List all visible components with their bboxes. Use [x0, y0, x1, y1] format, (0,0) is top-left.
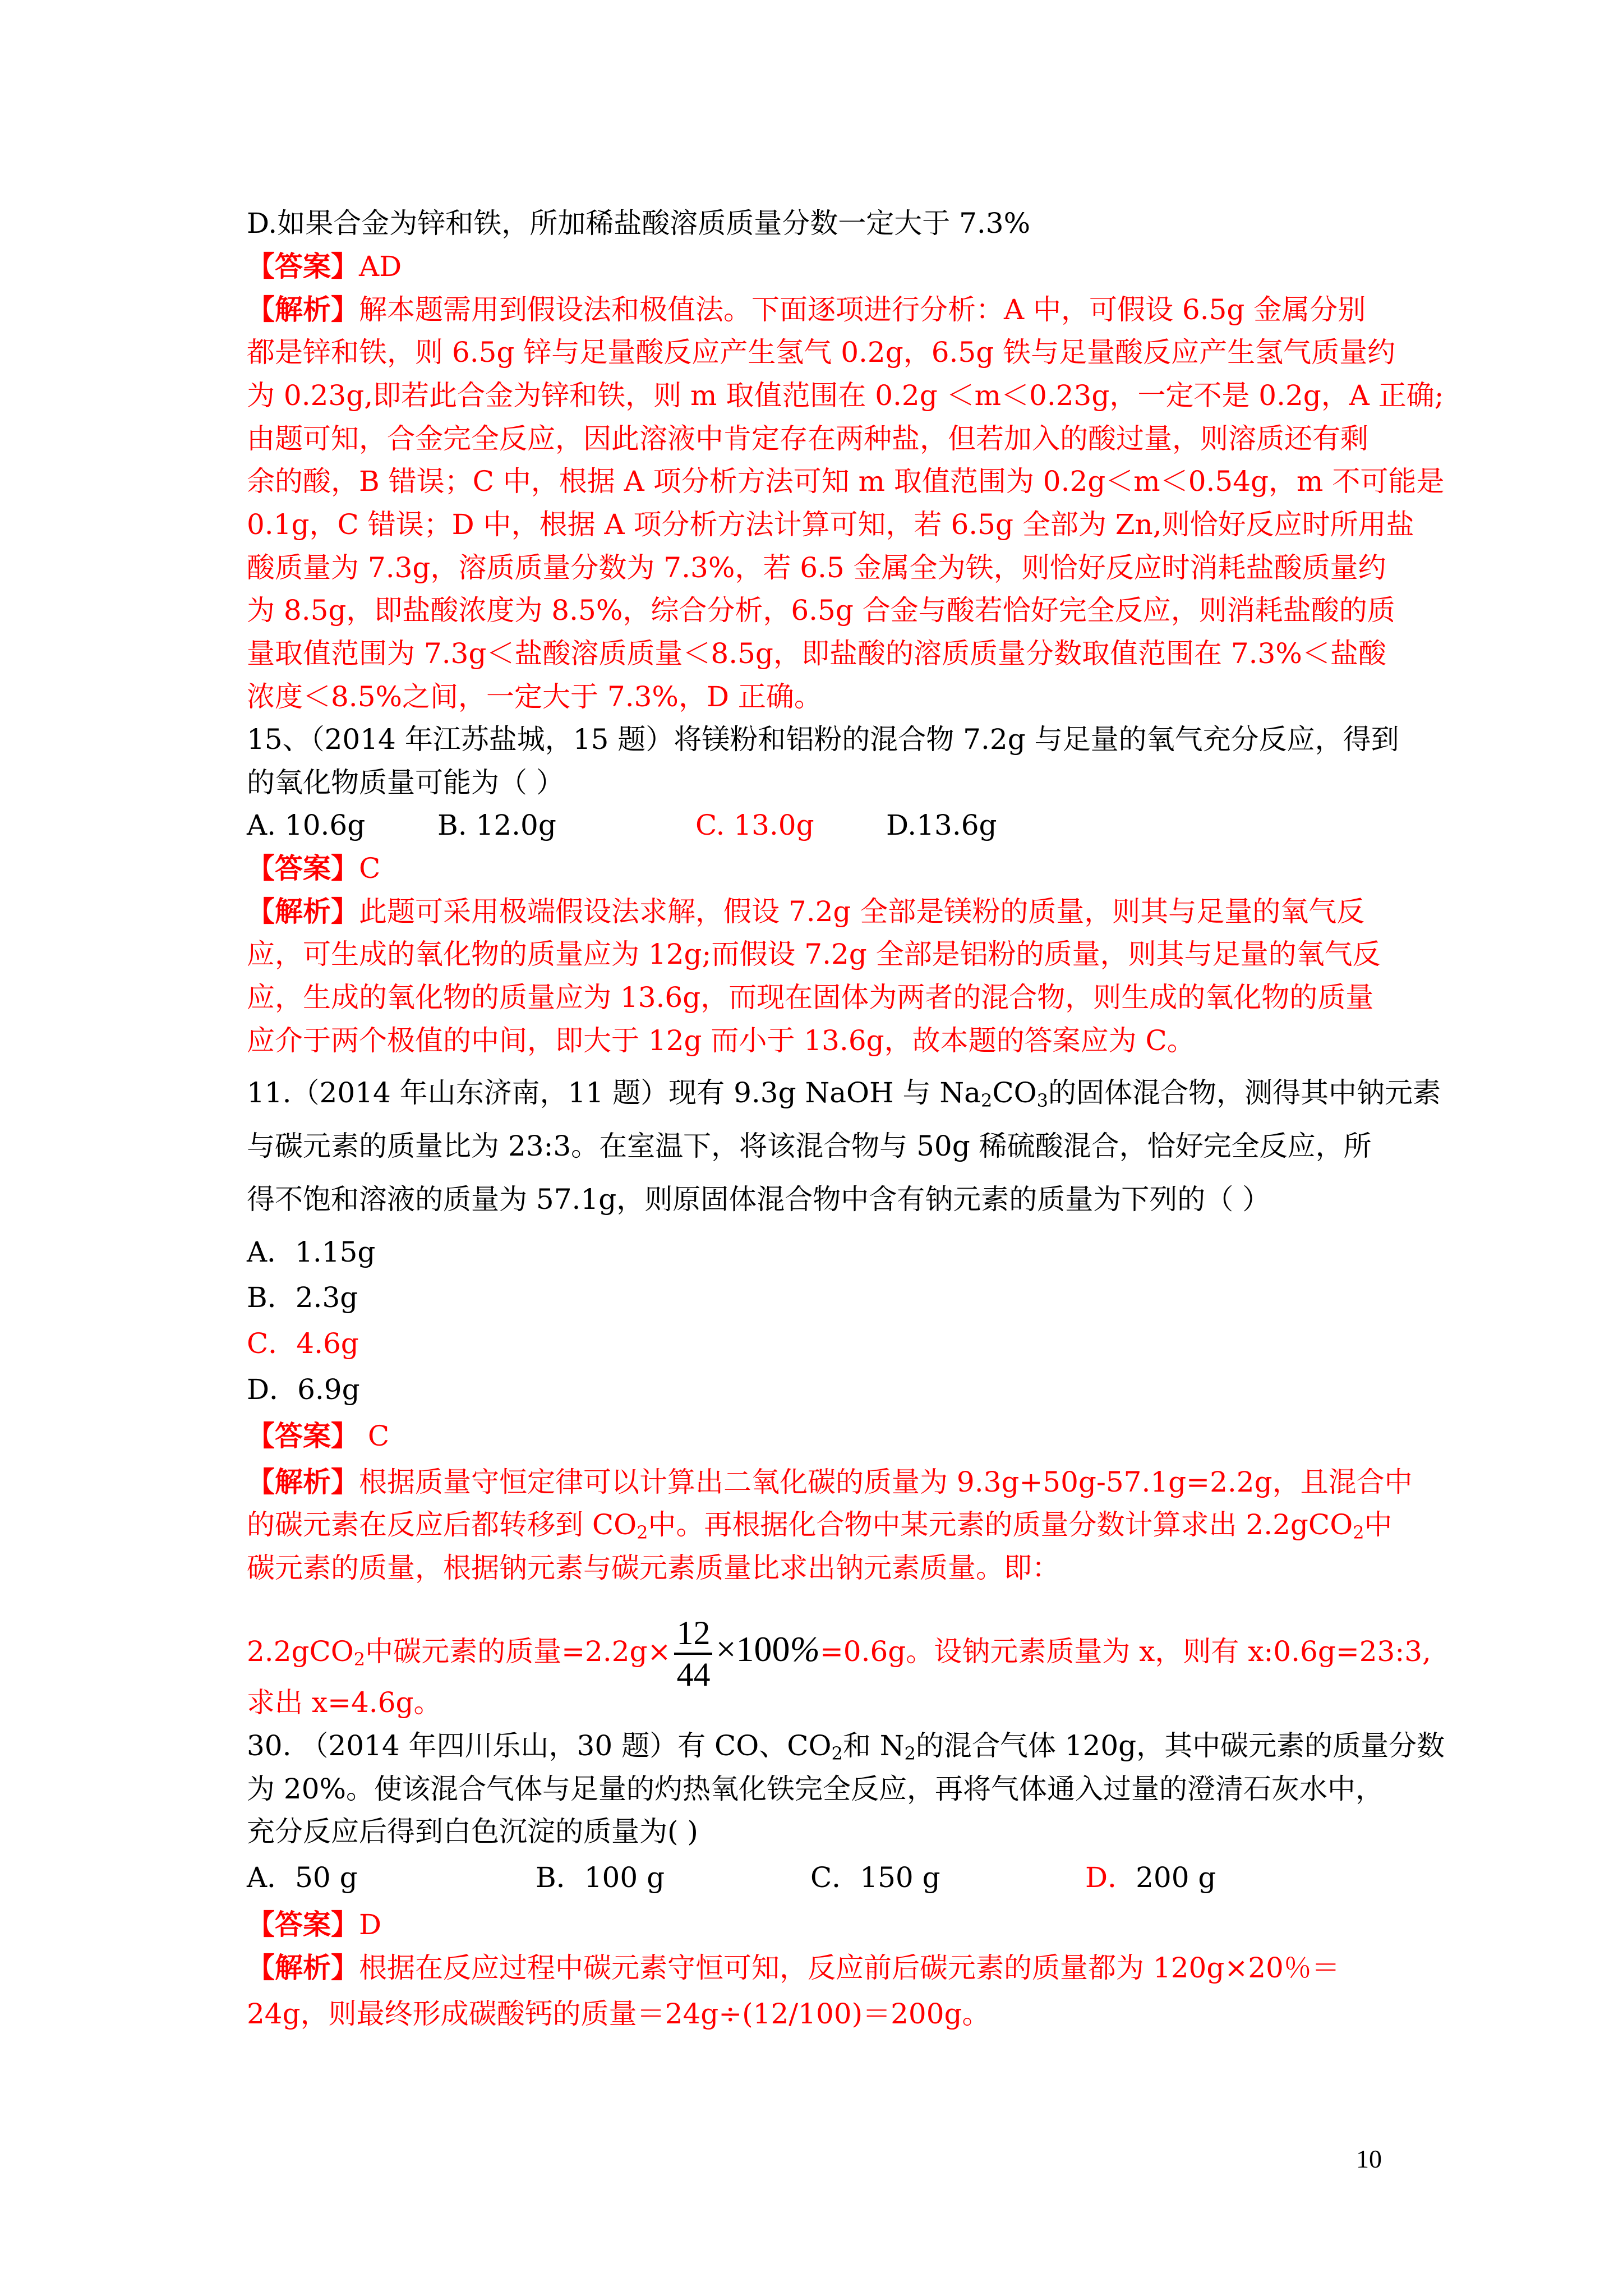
formula-text: 2.2gCO [247, 1635, 354, 1668]
formula-text: =0.6g。设钠元素质量为 x，则有 x:0.6g=23:3, [819, 1635, 1431, 1668]
q14-analysis-line: 为 0.23g,即若此合金为锌和铁，则 m 取值范围在 0.2g ＜m＜0.23g，一定不是 0.2g，A 正确; [247, 379, 1444, 412]
analysis-tag: 【解析】 [247, 1951, 359, 1984]
subscript: 2 [904, 1743, 916, 1764]
q30-option-a: A．50 g [247, 1861, 358, 1894]
q14-analysis-line: 0.1g，C 错误；D 中，根据 A 项分析方法计算可知，若 6.5g 全部为 Zn,则恰好反应时所用盐 [247, 508, 1414, 541]
q15-answer [247, 852, 380, 885]
q30-stem-line: 为 20%。使该混合气体与足量的灼热氧化铁完全反应，再将气体通入过量的澄清石灰水中， [247, 1773, 1384, 1805]
q14-analysis-line: 浓度＜8.5%之间，一定大于 7.3%，D 正确。 [247, 680, 822, 713]
analysis-text: 中 [1364, 1508, 1393, 1541]
stem-text: 11.（2014 年山东济南，11 题）现有 9.3g NaOH 与 Na [247, 1076, 981, 1109]
times-100-percent [716, 1629, 819, 1669]
q15-option-b: B. 12.0g [437, 809, 556, 841]
q15-option-a: A. 10.6g [247, 809, 366, 841]
fraction-denominator: 44 [676, 1656, 711, 1693]
subscript: 2 [980, 1090, 993, 1111]
stem-text: 的混合气体 120g，其中碳元素的质量分数 [915, 1729, 1445, 1762]
correct-option-letter: D． [1085, 1861, 1136, 1894]
answer-tag: 【答案】 [247, 1419, 359, 1452]
q14-analysis-line [247, 293, 1366, 326]
q30-option-d: D．200 g [1085, 1861, 1216, 1894]
subscript: 2 [637, 1522, 648, 1543]
q14-analysis-line: 都是锌和铁，则 6.5g 锌与足量酸反应产生氢气 0.2g，6.5g 铁与足量酸反应产生氢气质量约 [247, 336, 1396, 369]
fraction-numerator: 12 [674, 1613, 712, 1655]
q11-option-c: C．4.6g [247, 1327, 359, 1360]
subscript: 2 [831, 1743, 843, 1764]
q15-option-d: D.13.6g [886, 809, 997, 841]
answer-tag: 【答案】 [247, 852, 359, 885]
analysis-tag: 【解析】 [247, 895, 359, 928]
q11-option-a: A．1.15g [247, 1236, 376, 1268]
q11-stem-line: 得不饱和溶液的质量为 57.1g，则原固体混合物中含有钠元素的质量为下列的（ ） [247, 1183, 1271, 1216]
q15-analysis-line [247, 895, 1364, 928]
q15-analysis-line: 应介于两个极值的中间，即大于 12g 而小于 13.6g，故本题的答案应为 C。 [247, 1024, 1195, 1057]
answer-tag: 【答案】 [247, 250, 359, 283]
q15-options [247, 808, 997, 842]
q15-stem-line: 的氧化物质量可能为（ ） [247, 766, 564, 799]
answer-value: C [359, 1420, 390, 1452]
q30-stem-line: 充分反应后得到白色沉淀的质量为( ) [247, 1815, 698, 1848]
analysis-text: 的碳元素在反应后都转移到 CO [247, 1508, 637, 1541]
fraction [674, 1613, 712, 1694]
q11-formula [247, 1604, 1431, 1696]
q15-stem-line: 15、（2014 年江苏盐城，15 题）将镁粉和铝粉的混合物 7.2g 与足量的氧气充分反应，得到 [247, 723, 1399, 756]
formula-text: 中碳元素的质量=2.2g× [365, 1635, 671, 1668]
analysis-tag: 【解析】 [247, 293, 359, 326]
analysis-text: 中。再根据化合物中某元素的质量分数计算求出 2.2gCO [648, 1508, 1353, 1541]
q11-answer [247, 1419, 389, 1453]
subscript: 2 [1353, 1522, 1364, 1543]
answer-value: C [359, 852, 381, 885]
q14-answer [247, 250, 402, 283]
answer-value: AD [359, 250, 402, 283]
q30-option-b: B．100 g [536, 1861, 665, 1894]
subscript: 3 [1036, 1090, 1048, 1111]
analysis-tag: 【解析】 [247, 1465, 359, 1498]
q15-analysis-line: 应，生成的氧化物的质量应为 13.6g，而现在固体为两者的混合物，则生成的氧化物的质量 [247, 981, 1374, 1014]
q30-option-c: C．150 g [810, 1861, 940, 1894]
q30-stem-line [247, 1729, 1445, 1763]
stem-text: 的固体混合物，测得其中钠元素 [1048, 1076, 1441, 1109]
q14-option-d: D.如果合金为锌和铁，所加稀盐酸溶质质量分数一定大于 7.3% [247, 207, 1031, 240]
stem-text: 30. （2014 年四川乐山，30 题）有 CO、CO [247, 1729, 832, 1762]
analysis-text: 解本题需用到假设法和极值法。下面逐项进行分析：A 中，可假设 6.5g 金属分别 [359, 293, 1366, 326]
q11-stem-line [247, 1076, 1441, 1110]
q11-analysis-line [247, 1465, 1413, 1499]
analysis-text: 此题可采用极端假设法求解，假设 7.2g 全部是镁粉的质量，则其与足量的氧气反 [359, 895, 1365, 928]
q11-option-b: B．2.3g [247, 1281, 358, 1314]
subscript: 2 [353, 1649, 366, 1670]
analysis-text: 根据质量守恒定律可以计算出二氧化碳的质量为 9.3g+50g-57.1g=2.2g，且混合中 [359, 1466, 1413, 1498]
q30-analysis-line [247, 1951, 1340, 1985]
stem-text: CO [992, 1076, 1037, 1109]
q11-option-d: D．6.9g [247, 1373, 360, 1406]
q11-analysis-line [247, 1508, 1393, 1542]
q14-analysis-line: 为 8.5g，即盐酸浓度为 8.5%，综合分析，6.5g 合金与酸若恰好完全反应，则消耗盐酸的质 [247, 594, 1395, 627]
stem-text: 和 N [842, 1729, 905, 1762]
analysis-text: 根据在反应过程中碳元素守恒可知，反应前后碳元素的质量都为 120g×20％＝ [359, 1952, 1340, 1984]
q15-analysis-line: 应，可生成的氧化物的质量应为 12g;而假设 7.2g 全部是铝粉的质量，则其与足量的氧气反 [247, 938, 1381, 970]
q14-analysis-line: 余的酸，B 错误；C 中，根据 A 项分析方法可知 m 取值范围为 0.2g＜m＜0.54g，m 不可能是 [247, 465, 1445, 498]
answer-value: D [359, 1908, 382, 1941]
percent-sign: % [790, 1629, 820, 1669]
q11-stem-line: 与碳元素的质量比为 23:3。在室温下，将该混合物与 50g 稀硫酸混合，恰好完全反应，所 [247, 1130, 1372, 1162]
q30-options [247, 1861, 1216, 1894]
q14-analysis-line: 酸质量为 7.3g，溶质质量分数为 7.3%，若 6.5 金属全为铁，则恰好反应时消耗盐酸质量约 [247, 551, 1386, 584]
q30-answer [247, 1908, 381, 1941]
times-text: ×100 [716, 1629, 790, 1669]
q30-analysis-line: 24g，则最终形成碳酸钙的质量＝24g÷(12/100)＝200g。 [247, 1998, 990, 2030]
q14-analysis-line: 量取值范围为 7.3g＜盐酸溶质质量＜8.5g，即盐酸的溶质质量分数取值范围在 7.3%＜盐酸 [247, 637, 1386, 670]
q15-option-c: C. 13.0g [695, 809, 814, 841]
page-number: 10 [1356, 2145, 1382, 2173]
q11-analysis-line: 碳元素的质量，根据钠元素与碳元素质量比求出钠元素质量。即： [247, 1552, 1060, 1584]
answer-tag: 【答案】 [247, 1908, 359, 1941]
q14-analysis-line: 由题可知，合金完全反应，因此溶液中肯定存在两种盐，但若加入的酸过量，则溶质还有剩 [247, 422, 1368, 455]
q11-conclusion: 求出 x=4.6g。 [247, 1686, 442, 1719]
